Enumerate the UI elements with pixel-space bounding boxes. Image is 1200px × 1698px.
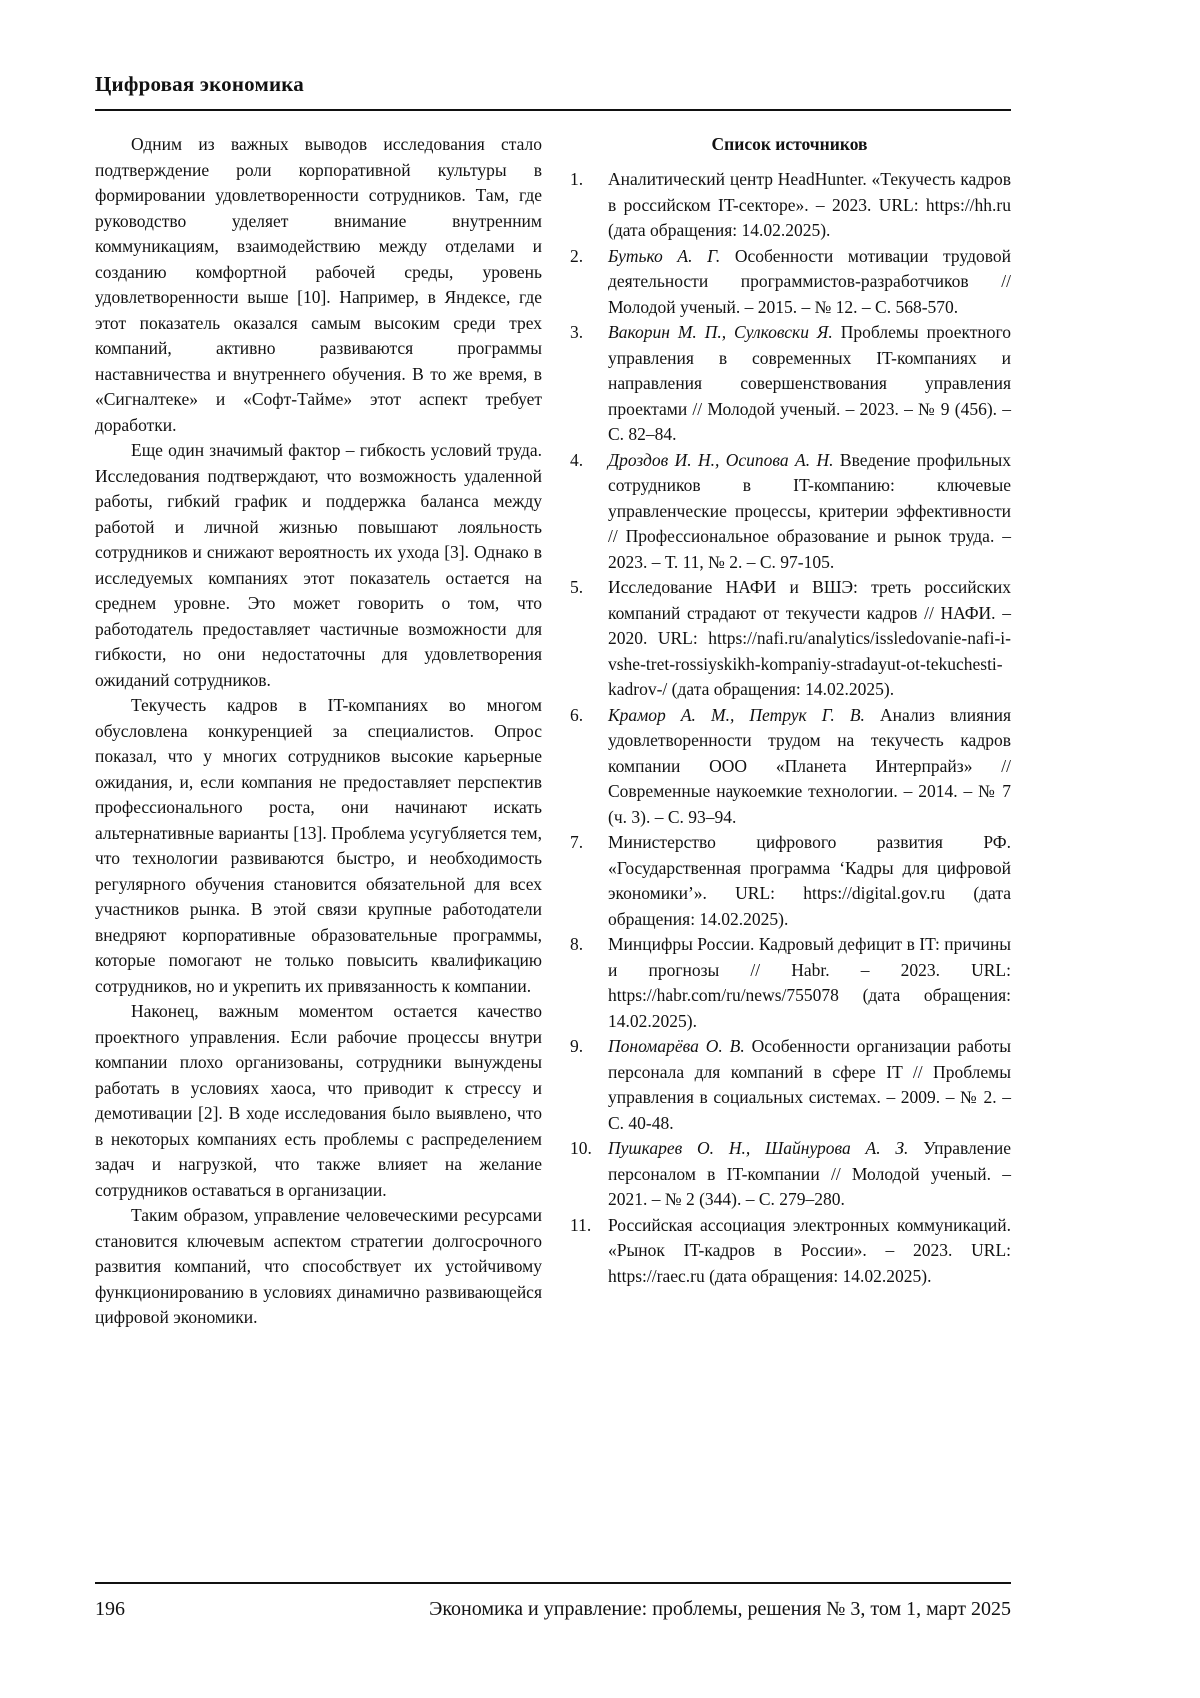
footer-rule <box>95 1582 1011 1584</box>
reference-author: Бутько А. Г. <box>608 245 735 266</box>
reference-item <box>568 320 1011 448</box>
article-paragraph: Таким образом, управление человеческими ресурсами становится ключевым аспектом стратегии долгосрочного развития компаний, что способствует их устойчивому функционированию в условиях динамично развивающейся цифровой экономики. <box>95 1205 542 1327</box>
reference-author: Дроздов И. Н., Осипова А. Н. <box>608 449 840 470</box>
reference-author: Крамор А. М., Петрук Г. В. <box>608 704 881 725</box>
reference-number: 11. <box>570 1214 592 1235</box>
section-header: Цифровая экономика <box>95 72 304 96</box>
reference-text: Особенности мотивации трудовой деятельности программистов-разработчиков // Молодой ученый. – 2015. – № 12. – С. 568-570. <box>608 245 1011 317</box>
reference-text: Российская ассоциация электронных коммуникаций. «Рынок IT-кадров в России». – 2023. URL: https://raec.ru (дата обращения: 14.02.2025). <box>608 1214 1011 1286</box>
header-rule <box>95 109 1011 111</box>
reference-item <box>568 1136 1011 1213</box>
reference-item <box>568 244 1011 321</box>
page-footer <box>95 1598 1011 1621</box>
reference-text: Проблемы проектного управления в современных IT-компаниях и направления совершенствования управления проектами // Молодой ученый. – 2023. – № 9 (456). – С. 82–84. <box>608 322 1012 444</box>
reference-item <box>568 830 1011 932</box>
reference-item <box>568 932 1011 1034</box>
reference-text: Министерство цифрового развития РФ. «Государственная программа ‘Кадры для цифровой экономики’». URL: https://digital.gov.ru (дата обращения: 14.02.2025). <box>608 832 1011 929</box>
reference-number: 4. <box>570 449 584 470</box>
reference-number: 5. <box>570 577 584 597</box>
journal-title: Экономика и управление: проблемы, решения № 3, том 1, март 2025 <box>429 1598 1011 1620</box>
article-text-column <box>95 132 542 1331</box>
reference-text: Анализ влияния удовлетворенности трудом на текучесть кадров компании ООО «Планета Интерпрайз» // Современные наукоемкие технологии. – 2014. – № 7 (ч. 3). – С. 93–94. <box>608 704 1011 827</box>
reference-number: 2. <box>570 245 584 266</box>
reference-text: Минцифры России. Кадровый дефицит в IT: причины и прогнозы // Habr. – 2023. URL: https://habr.com/ru/news/755078 (дата обращения: 14.02.2025). <box>608 934 1011 1031</box>
article-paragraph: Наконец, важным моментом остается качество проектного управления. Если рабочие процессы внутри компании плохо организованы, сотрудники вынуждены работать в условиях хаоса, что приводит к стрессу и демотивации [2]. В ходе исследования было выявлено, что в некоторых компаниях есть проблемы с распределением задач и нагрузкой, что также влияет на желание сотрудников оставаться в организации. <box>95 1001 542 1200</box>
reference-author: Пономарёва О. В. <box>608 1036 752 1056</box>
reference-number: 8. <box>570 934 584 954</box>
reference-text: Управление персоналом в IT-компании // Молодой ученый. – 2021. – № 2 (344). – С. 279–280. <box>608 1138 1011 1209</box>
reference-item <box>568 167 1011 244</box>
reference-text: Исследование НАФИ и ВШЭ: треть российских компаний страдают от текучести кадров // НАФИ. – 2020. URL: https://nafi.ru/analytics/issledovanie-nafi-i-vshe-tret-rossiyskikh-kompaniy-stradayut-ot-tekuchesti-kadrov-/ (дата обращения: 14.02.2025). <box>608 577 1011 699</box>
reference-item <box>568 1213 1011 1290</box>
article-paragraph: Одним из важных выводов исследования стало подтверждение роли корпоративной культуры в формировании удовлетворенности сотрудников. Там, где руководство уделяет внимание внутренним коммуникациям, взаимодействию между отделами и созданию комфортной рабочей среды, уровень удовлетворенности выше [10]. Например, в Яндексе, где этот показатель оказался самым высоким среди трех компаний, активно развиваются программы наставничества и внутреннего обучения. В то же время, в «Сигналтеке» и «Софт-Тайме» этот аспект требует доработки. <box>95 134 542 435</box>
page-body <box>95 132 1011 1331</box>
reference-item <box>568 1034 1011 1136</box>
reference-number: 1. <box>570 169 584 189</box>
reference-number: 6. <box>570 704 584 725</box>
article-paragraph: Еще один значимый фактор – гибкость условий труда. Исследования подтверждают, что возможность удаленной работы, гибкий график и поддержка баланса между работой и личной жизнью повышают лояльность сотрудников и снижают вероятность их ухода [3]. Однако в исследуемых компаниях этот показатель остается на среднем уровне. Это может говорить о том, что работодатель предоставляет частичные возможности для гибкости, но они недостаточны для удовлетворения ожиданий сотрудников. <box>95 440 542 690</box>
reference-author: Вакорин М. П., Сулковски Я. <box>608 322 841 342</box>
reference-item <box>568 448 1011 576</box>
reference-number: 9. <box>570 1036 584 1056</box>
reference-item <box>568 575 1011 703</box>
reference-text: Особенности организации работы персонала для компаний в сфере IT // Проблемы управления в социальных системах. – 2009. – № 2. – С. 40-48. <box>608 1036 1011 1133</box>
article-paragraph: Текучесть кадров в IT-компаниях во многом обусловлена конкуренцией за специалистов. Опрос показал, что у многих сотрудников высокие карьерные ожидания, и, если компания не предоставляет перспектив профессионального роста, они начинают искать альтернативные варианты [13]. Проблема усугубляется тем, что технологии развиваются быстро, и необходимость регулярного обучения становится обязательной для всех участников рынка. В этой связи крупные работодатели внедряют корпоративные образовательные программы, которые помогают не только повысить квалификацию сотрудников, но и укрепить их привязанность к компании. <box>95 695 542 996</box>
references-list <box>568 167 1011 1289</box>
references-title: Список источников <box>711 134 868 154</box>
references-column <box>568 132 1011 1331</box>
reference-text: Введение профильных сотрудников в IT-компанию: ключевые управленческие процессы, критерии эффективности // Профессиональное образование и рынок труда. – 2023. – Т. 11, № 2. – С. 97-105. <box>608 449 1011 572</box>
page-number: 196 <box>95 1598 125 1620</box>
reference-number: 7. <box>570 832 584 852</box>
reference-number: 3. <box>570 322 584 342</box>
reference-author: Пушкарев О. Н., Шайнурова А. З. <box>608 1138 924 1158</box>
reference-item <box>568 703 1011 831</box>
reference-text: Аналитический центр HeadHunter. «Текучесть кадров в российском IT-секторе». – 2023. URL: https://hh.ru (дата обращения: 14.02.2025). <box>608 169 1011 240</box>
reference-number: 10. <box>570 1138 592 1158</box>
